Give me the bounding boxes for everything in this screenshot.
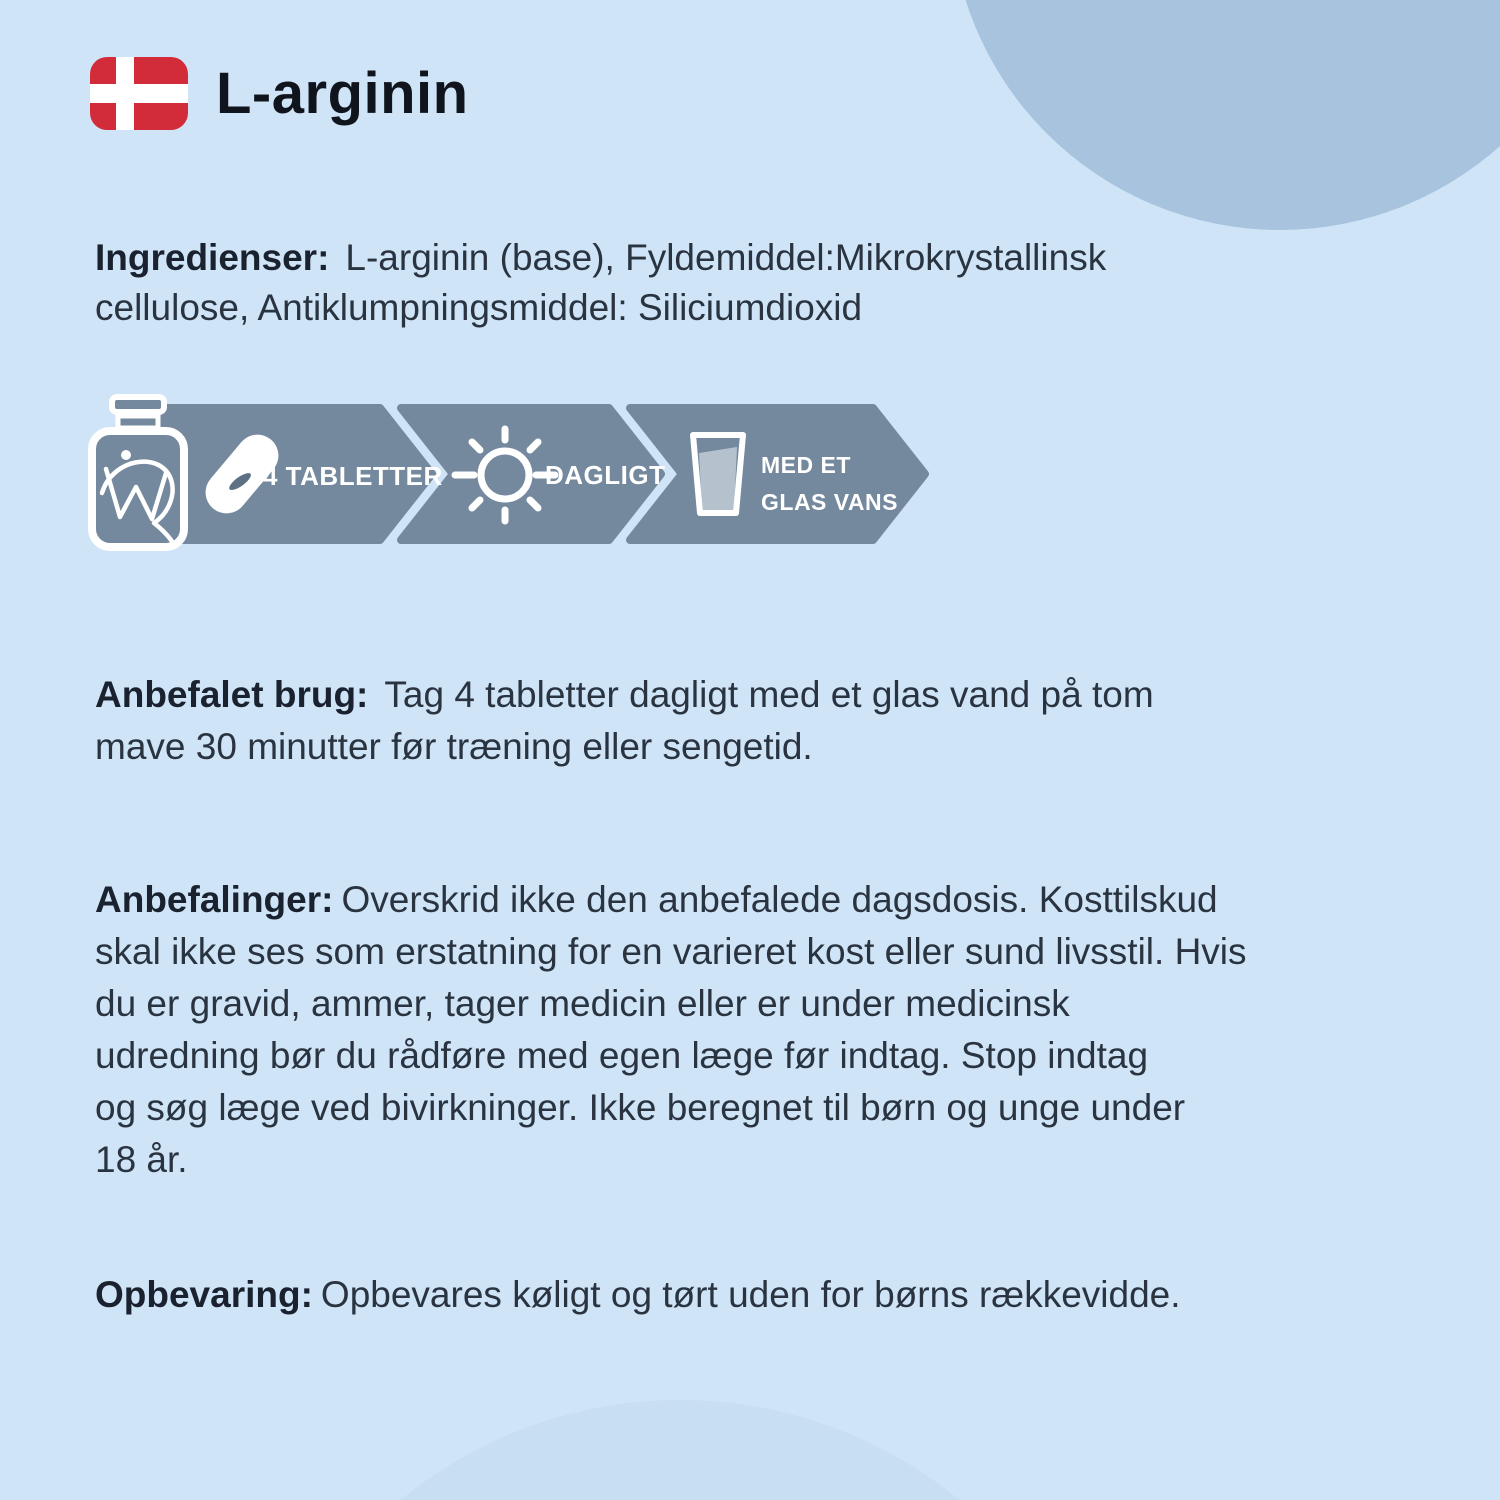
recommended-use-section — [95, 669, 1425, 773]
ingredients-label: Ingredienser: — [95, 237, 330, 278]
dosage-banner — [80, 393, 940, 563]
storage-line — [95, 1269, 1425, 1321]
page-title: L-arginin — [216, 61, 469, 126]
step-daily-label: DAGLIGT — [545, 460, 666, 490]
recommendations-line-3: du er gravid, ammer, tager medicin eller er under medicinsk — [95, 983, 1070, 1024]
recommendations-line-6: 18 år. — [95, 1139, 188, 1180]
recommendations-label: Anbefalinger: — [95, 879, 334, 920]
recommendations-line-2: skal ikke ses som erstatning for en varieret kost eller sund livsstil. Hvis — [95, 931, 1247, 972]
step-water-label-line2: GLAS VANS — [761, 489, 898, 515]
supplement-bottle-icon — [80, 393, 196, 553]
storage-text: Opbevares køligt og tørt uden for børns rækkevidde. — [320, 1274, 1181, 1315]
danish-flag-icon — [90, 57, 188, 130]
step-water-label-line1: MED ET — [761, 452, 851, 478]
step-tablets-label: 4 TABLETTER — [263, 461, 443, 491]
dosage-chevron-strip — [80, 393, 940, 563]
ingredients-line-2: cellulose, Antiklumpningsmiddel: Siliciumdioxid — [95, 287, 863, 328]
recommendations-line-5: og søg læge ved bivirkninger. Ikke beregnet til børn og unge under — [95, 1087, 1186, 1128]
recommendations-section — [95, 874, 1425, 1186]
ingredients-text-1: L-arginin (base), Fyldemiddel:Mikrokrystallinsk — [345, 237, 1107, 278]
recommendations-text-1: Overskrid ikke den anbefalede dagsdosis. Kosttilskud — [341, 879, 1218, 920]
recommended-use-line-2: mave 30 minutter før træning eller sengetid. — [95, 726, 813, 767]
decor-circle-top-right — [950, 0, 1500, 230]
ingredients-line-1 — [95, 233, 1425, 283]
recommendations-line-1 — [95, 874, 1425, 926]
decor-circle-bottom — [240, 1400, 1120, 1500]
recommended-use-text-1: Tag 4 tabletter dagligt med et glas vand på tom — [384, 674, 1154, 715]
header — [90, 57, 469, 130]
storage-section — [95, 1269, 1425, 1321]
recommended-use-label: Anbefalet brug: — [95, 674, 369, 715]
storage-label: Opbevaring: — [95, 1274, 313, 1315]
ingredients-section — [95, 233, 1425, 333]
recommendations-line-4: udredning bør du rådføre med egen læge før indtag. Stop indtag — [95, 1035, 1149, 1076]
recommended-use-line-1 — [95, 669, 1425, 721]
